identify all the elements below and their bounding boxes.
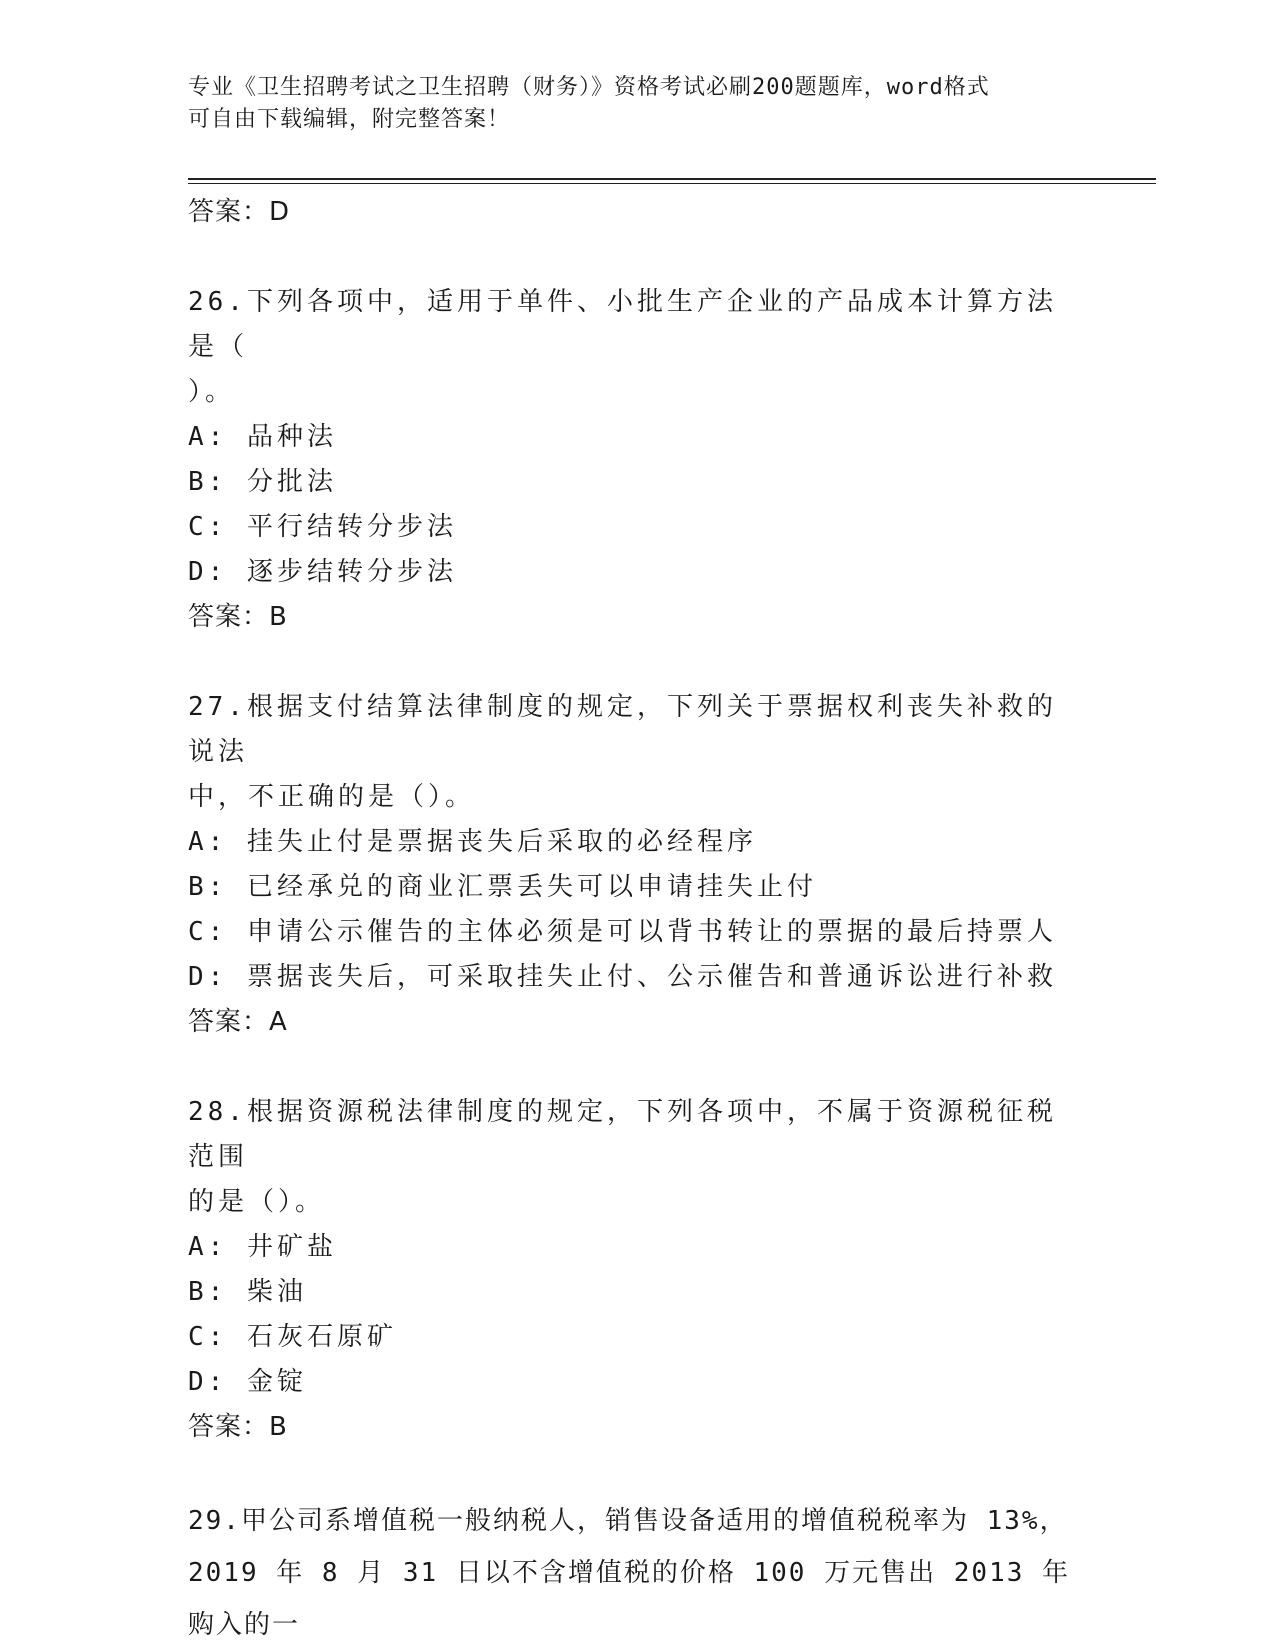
header-line-1: 专业《卫生招聘考试之卫生招聘（财务）》资格考试必刷200题题库，word格式 bbox=[188, 75, 990, 100]
question-answer: 答案：B bbox=[188, 602, 288, 632]
question-stem-line-2: ）。 bbox=[188, 377, 236, 407]
header-rule-thick bbox=[188, 178, 1156, 180]
document-body bbox=[188, 190, 1078, 1651]
previous-answer: 答案：D bbox=[188, 197, 291, 227]
option-d: D: 金锭 bbox=[188, 1367, 307, 1397]
option-d: D: 票据丧失后，可采取挂失止付、公示催告和普通诉讼进行补救 bbox=[188, 962, 1057, 992]
question-stem-line-1: 27.根据支付结算法律制度的规定，下列关于票据权利丧失补救的说法 bbox=[188, 692, 1057, 767]
question-27 bbox=[188, 685, 1078, 1044]
question-answer: 答案：B bbox=[188, 1412, 288, 1442]
option-c: C: 石灰石原矿 bbox=[188, 1322, 397, 1352]
question-26 bbox=[188, 280, 1078, 639]
option-d: D: 逐步结转分步法 bbox=[188, 557, 457, 587]
question-stem-line-1: 28.根据资源税法律制度的规定，下列各项中，不属于资源税征税范围 bbox=[188, 1097, 1057, 1172]
option-a: A: 品种法 bbox=[188, 422, 337, 452]
document-header bbox=[188, 72, 1068, 136]
question-stem-line-2: 中，不正确的是（）。 bbox=[188, 782, 476, 812]
question-answer: 答案：A bbox=[188, 1007, 288, 1037]
header-rule-thin bbox=[188, 183, 1156, 184]
question-stem-line-1: 29.甲公司系增值税一般纳税人，销售设备适用的增值税税率为 13%， bbox=[188, 1506, 1068, 1536]
question-stem-line-1: 26.下列各项中，适用于单件、小批生产企业的产品成本计算方法是（ bbox=[188, 287, 1057, 362]
question-stem-line-2: 2019 年 8 月 31 日以不含增值税的价格 100 万元售出 2013 年购入的一 bbox=[188, 1558, 1071, 1640]
option-b: B: 柴油 bbox=[188, 1277, 307, 1307]
option-a: A: 挂失止付是票据丧失后采取的必经程序 bbox=[188, 827, 757, 857]
option-b: B: 已经承兑的商业汇票丢失可以申请挂失止付 bbox=[188, 872, 817, 902]
question-stem-line-2: 的是（）。 bbox=[188, 1187, 326, 1217]
question-29 bbox=[188, 1495, 1078, 1651]
header-line-2: 可自由下载编辑，附完整答案！ bbox=[188, 107, 511, 132]
option-c: C: 平行结转分步法 bbox=[188, 512, 457, 542]
question-28 bbox=[188, 1090, 1078, 1449]
option-c: C: 申请公示催告的主体必须是可以背书转让的票据的最后持票人 bbox=[188, 917, 1057, 947]
option-b: B: 分批法 bbox=[188, 467, 337, 497]
option-a: A: 井矿盐 bbox=[188, 1232, 337, 1262]
